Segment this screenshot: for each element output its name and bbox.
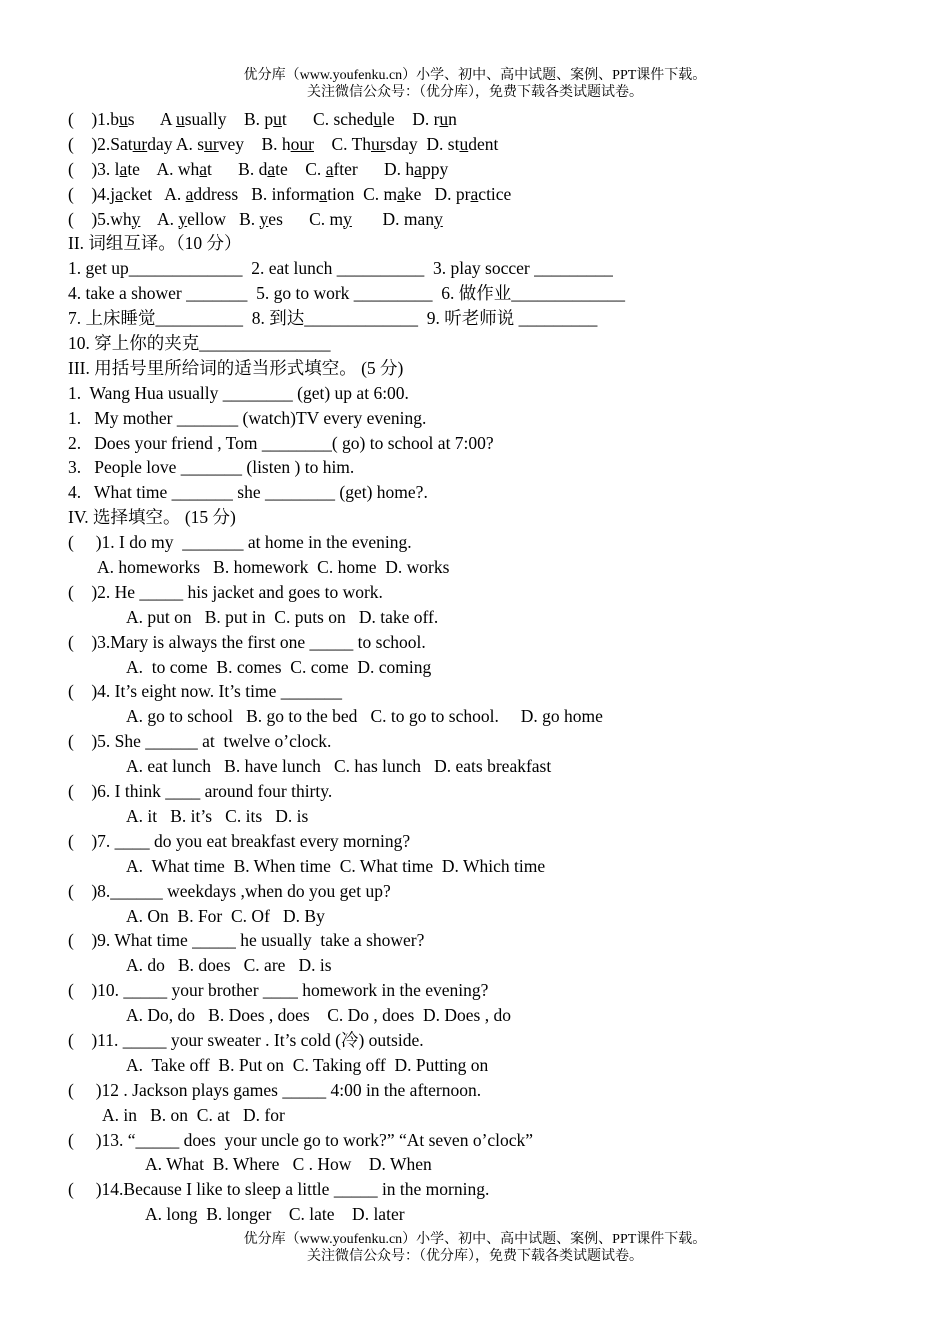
line-text: dent	[468, 133, 499, 154]
line-text: ( )5.wh	[68, 208, 132, 229]
underlined-text: a	[115, 183, 123, 204]
line-text: 1. My mother _______ (watch)TV every evening.	[68, 407, 427, 428]
worksheet-line	[68, 1128, 928, 1153]
line-text: A. Do, do B. Does , does C. Do , does D. Does , do	[126, 1005, 511, 1026]
underlined-text: u	[439, 109, 449, 129]
worksheet-line	[68, 480, 928, 505]
worksheet-line	[68, 679, 928, 704]
line-text: 1. get up_____________ 2. eat lunch __________ 3. play soccer _________	[68, 258, 613, 279]
line-text: A. eat lunch B. have lunch C. has lunch D. eats breakfast	[126, 756, 552, 777]
line-text: A. do B. does C. are D. is	[126, 955, 332, 976]
line-text: vey B. h	[218, 133, 291, 154]
line-text: fter D. h	[333, 158, 415, 179]
underlined-text: ur	[132, 133, 148, 154]
underlined-text: u	[373, 109, 383, 129]
underlined-text: a	[319, 183, 328, 204]
line-text: C. Th	[313, 133, 372, 154]
worksheet-line	[68, 1152, 928, 1177]
line-text: D. man	[351, 208, 435, 229]
line-text: ke D. pr	[404, 183, 471, 204]
worksheet-body	[68, 107, 928, 1227]
underlined-text: y	[343, 208, 352, 229]
worksheet-line	[68, 605, 928, 630]
line-text: ( )1.b	[68, 109, 120, 129]
underlined-text: a	[397, 183, 405, 204]
line-text: 3. People love _______ (listen ) to him.	[68, 457, 355, 478]
underlined-text: u	[175, 109, 185, 129]
line-text: II. 词组互译。（10 分）	[68, 233, 242, 254]
line-text: ( )9. What time _____ he usually take a shower?	[68, 930, 425, 951]
underlined-text: u	[273, 109, 282, 129]
line-text: n	[448, 109, 457, 129]
line-text: sday D. st	[385, 133, 460, 154]
worksheet-line	[68, 505, 928, 530]
worksheet-line	[68, 306, 928, 331]
worksheet-line	[68, 754, 928, 779]
underlined-text: a	[470, 183, 479, 204]
worksheet-line	[68, 1053, 928, 1078]
line-text: ( )7. ____ do you eat breakfast every morning?	[68, 830, 411, 851]
worksheet-line	[68, 157, 928, 182]
worksheet-line	[68, 207, 928, 232]
line-text: ( )13. “_____ does your uncle go to work?” “At seven o’clock”	[68, 1129, 534, 1150]
worksheet-line	[68, 580, 928, 605]
line-text: ( )5. She ______ at twelve o’clock.	[68, 731, 332, 752]
line-text: A. put on B. put in C. puts on D. take off.	[126, 606, 439, 627]
line-text: 1. Wang Hua usually ________ (get) up at 6:00.	[68, 382, 409, 403]
line-text: ( )4.j	[68, 183, 116, 204]
worksheet-line	[68, 1103, 928, 1128]
line-text: A. it B. it’s C. its D. is	[126, 805, 309, 826]
page-footer	[0, 1231, 950, 1265]
line-text: sually B. p	[184, 109, 274, 129]
worksheet-line	[68, 1177, 928, 1202]
line-text: ( )14.Because I like to sleep a little _____ in the morning.	[68, 1179, 490, 1200]
worksheet-line	[68, 729, 928, 754]
line-text: 7. 上床睡觉__________ 8. 到达_____________ 9. 听老师说 _________	[68, 308, 598, 329]
worksheet-line	[68, 904, 928, 929]
line-text: tion C. m	[327, 183, 398, 204]
line-text: 4. What time _______ she ________ (get) home?.	[68, 482, 428, 503]
worksheet-line	[68, 1078, 928, 1103]
line-text: 2. Does your friend , Tom ________( go) to school at 7:00?	[68, 432, 494, 453]
line-text: ( )11. _____ your sweater . It’s cold (冷) outside.	[68, 1029, 424, 1050]
line-text: ( )4. It’s eight now. It’s time _______	[68, 681, 342, 702]
underlined-text: a	[119, 158, 128, 179]
line-text: ( )3. l	[68, 158, 120, 179]
underlined-text: y	[434, 208, 443, 229]
line-text: A. On B. For C. Of D. By	[126, 905, 325, 926]
worksheet-line	[68, 928, 928, 953]
worksheet-line	[68, 879, 928, 904]
line-text: ( )8.______ weekdays ,when do you get up?	[68, 880, 391, 901]
worksheet-line	[68, 704, 928, 729]
line-text: te C.	[275, 158, 326, 179]
worksheet-line	[68, 829, 928, 854]
line-text: t C. sched	[281, 109, 374, 129]
worksheet-line	[68, 779, 928, 804]
worksheet-line	[68, 356, 928, 381]
page-header	[0, 67, 950, 101]
underlined-text: u	[119, 109, 128, 129]
underlined-text: u	[459, 133, 469, 154]
worksheet-line	[68, 107, 928, 132]
line-text: A. in B. on C. at D. for	[102, 1104, 285, 1125]
line-text: cket A.	[122, 183, 186, 204]
worksheet-line	[68, 804, 928, 829]
worksheet-line	[68, 1003, 928, 1028]
line-text: A. homeworks B. homework C. home D. works	[97, 557, 450, 578]
underlined-text: y	[259, 208, 269, 229]
line-text: s A	[127, 109, 176, 129]
line-text: ( )3.Mary is always the first one _____ to school.	[68, 631, 426, 652]
line-text: te A. wh	[127, 158, 200, 179]
worksheet-line	[68, 555, 928, 580]
line-text: A. go to school B. go to the bed C. to go to school. D. go home	[126, 706, 603, 727]
worksheet-line	[68, 406, 928, 431]
worksheet-line	[68, 331, 928, 356]
worksheet-line	[68, 953, 928, 978]
worksheet-line	[68, 281, 928, 306]
worksheet-line	[68, 381, 928, 406]
line-text: t B. d	[207, 158, 268, 179]
worksheet-line	[68, 231, 928, 256]
line-text: 10. 穿上你的夹克_______________	[68, 333, 331, 354]
line-text: ppy	[421, 158, 449, 179]
header-line-2: 关注微信公众号：（优分库），免费下载各类试题试卷。	[307, 85, 643, 100]
worksheet-line	[68, 854, 928, 879]
worksheet-line	[68, 530, 928, 555]
underlined-text: our	[290, 133, 314, 154]
worksheet-line	[68, 431, 928, 456]
underlined-text: a	[267, 158, 276, 179]
line-text: ellow B.	[187, 208, 260, 229]
underlined-text: a	[325, 158, 334, 179]
line-text: A. to come B. comes C. come D. coming	[126, 656, 432, 677]
worksheet-line	[68, 978, 928, 1003]
line-text: A. What time B. When time C. What time D. Which time	[126, 855, 546, 876]
line-text: ( )2. He _____ his jacket and goes to work.	[68, 581, 383, 602]
worksheet-line	[68, 455, 928, 480]
worksheet-line	[68, 630, 928, 655]
underlined-text: ur	[371, 133, 386, 154]
line-text: A. What B. Where C . How D. When	[145, 1154, 432, 1175]
worksheet-line	[68, 1028, 928, 1053]
line-text: ( )10. _____ your brother ____ homework in the evening?	[68, 980, 489, 1001]
line-text: IV. 选择填空。 (15 分)	[68, 507, 236, 528]
line-text: A. Take off B. Put on C. Taking off D. Putting on	[126, 1054, 489, 1075]
line-text: le D. r	[382, 109, 440, 129]
worksheet-line	[68, 1202, 928, 1227]
header-line-1: 优分库（www.youfenku.cn）小学、初中、高中试题、案例、PPT课件下载。	[243, 68, 707, 83]
underlined-text: y	[131, 208, 141, 229]
line-text: A. long B. longer C. late D. later	[145, 1204, 405, 1225]
worksheet-line	[68, 655, 928, 680]
footer-line-2: 关注微信公众号：（优分库），免费下载各类试题试卷。	[307, 1249, 643, 1264]
line-text: ( )1. I do my _______ at home in the evening.	[68, 532, 412, 553]
underlined-text: a	[185, 183, 194, 204]
line-text: A.	[140, 208, 179, 229]
underlined-text: a	[199, 158, 208, 179]
worksheet-line	[68, 132, 928, 157]
line-text: ddress B. inform	[193, 183, 320, 204]
line-text: ( )2.Sat	[68, 133, 133, 154]
line-text: III. 用括号里所给词的适当形式填空。 (5 分)	[68, 357, 404, 378]
underlined-text: ur	[204, 133, 219, 154]
underlined-text: y	[178, 208, 188, 229]
line-text: es C. m	[268, 208, 344, 229]
line-text: ctice	[478, 183, 512, 204]
line-text: day A. s	[147, 133, 205, 154]
line-text: ( )12 . Jackson plays games _____ 4:00 in the afternoon.	[68, 1079, 482, 1100]
underlined-text: a	[414, 158, 422, 179]
worksheet-line	[68, 182, 928, 207]
line-text: 4. take a shower _______ 5. go to work _________ 6. 做作业_____________	[68, 283, 626, 304]
footer-line-1: 优分库（www.youfenku.cn）小学、初中、高中试题、案例、PPT课件下载。	[243, 1232, 707, 1247]
line-text: ( )6. I think ____ around four thirty.	[68, 781, 333, 802]
worksheet-line	[68, 256, 928, 281]
